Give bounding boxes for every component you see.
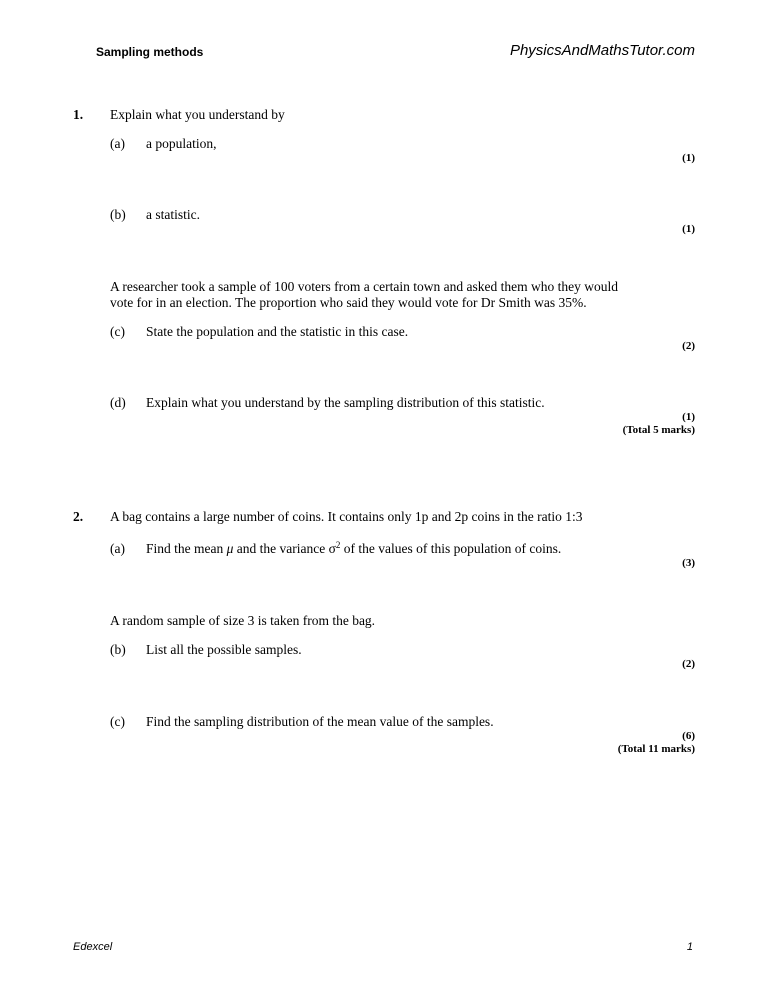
question-number: 2. — [73, 509, 84, 524]
question-intro: Explain what you understand by — [110, 107, 285, 122]
part-label: (b) — [110, 207, 126, 222]
site-name: PhysicsAndMathsTutor.com — [509, 42, 695, 59]
context-text: vote for in an election. The proportion who said they would vote for Dr Smith was 35%. — [110, 295, 587, 310]
part-text: State the population and the statistic in this case. — [146, 324, 409, 339]
part-label: (c) — [110, 714, 125, 729]
question-number: 1. — [73, 107, 84, 122]
part-marks: (1) — [682, 223, 695, 235]
document-topic-title: Sampling methods — [96, 45, 204, 59]
exam-board: Edexcel — [73, 941, 113, 953]
part-text: Find the sampling distribution of the mean value of the samples. — [146, 714, 494, 729]
page-number: 1 — [686, 941, 693, 953]
total-marks: (Total 5 marks) — [622, 424, 695, 436]
part-text: a statistic. — [146, 207, 200, 222]
context-text: A researcher took a sample of 100 voters from a certain town and asked them who they would — [110, 279, 618, 294]
part-marks: (2) — [682, 340, 695, 352]
part-label: (a) — [110, 136, 125, 151]
mu-symbol: μ — [226, 541, 234, 556]
part-text: Find the mean μ and the variance $\sigma^2$ of the values of this population of coins. — [146, 540, 562, 556]
part-marks: (2) — [682, 658, 695, 670]
part-label: (b) — [110, 642, 126, 657]
part-text: Explain what you understand by the sampling distribution of this statistic. — [146, 395, 545, 410]
part-marks: (3) — [682, 557, 695, 569]
part-marks: (1) — [682, 152, 695, 164]
superscript: 2 — [335, 540, 341, 550]
total-marks: (Total 11 marks) — [617, 743, 695, 755]
question-intro: A bag contains a large number of coins. It contains only 1p and 2p coins in the ratio 1:3 — [110, 509, 583, 524]
part-label: (a) — [110, 541, 125, 556]
part-label: (c) — [110, 324, 125, 339]
context-text: A random sample of size 3 is taken from the bag. — [110, 613, 376, 628]
part-label: (d) — [110, 395, 126, 410]
part-text: List all the possible samples. — [146, 642, 302, 657]
part-text: a population, — [146, 136, 217, 151]
part-marks: (6) — [682, 730, 695, 742]
part-marks: (1) — [682, 411, 695, 423]
